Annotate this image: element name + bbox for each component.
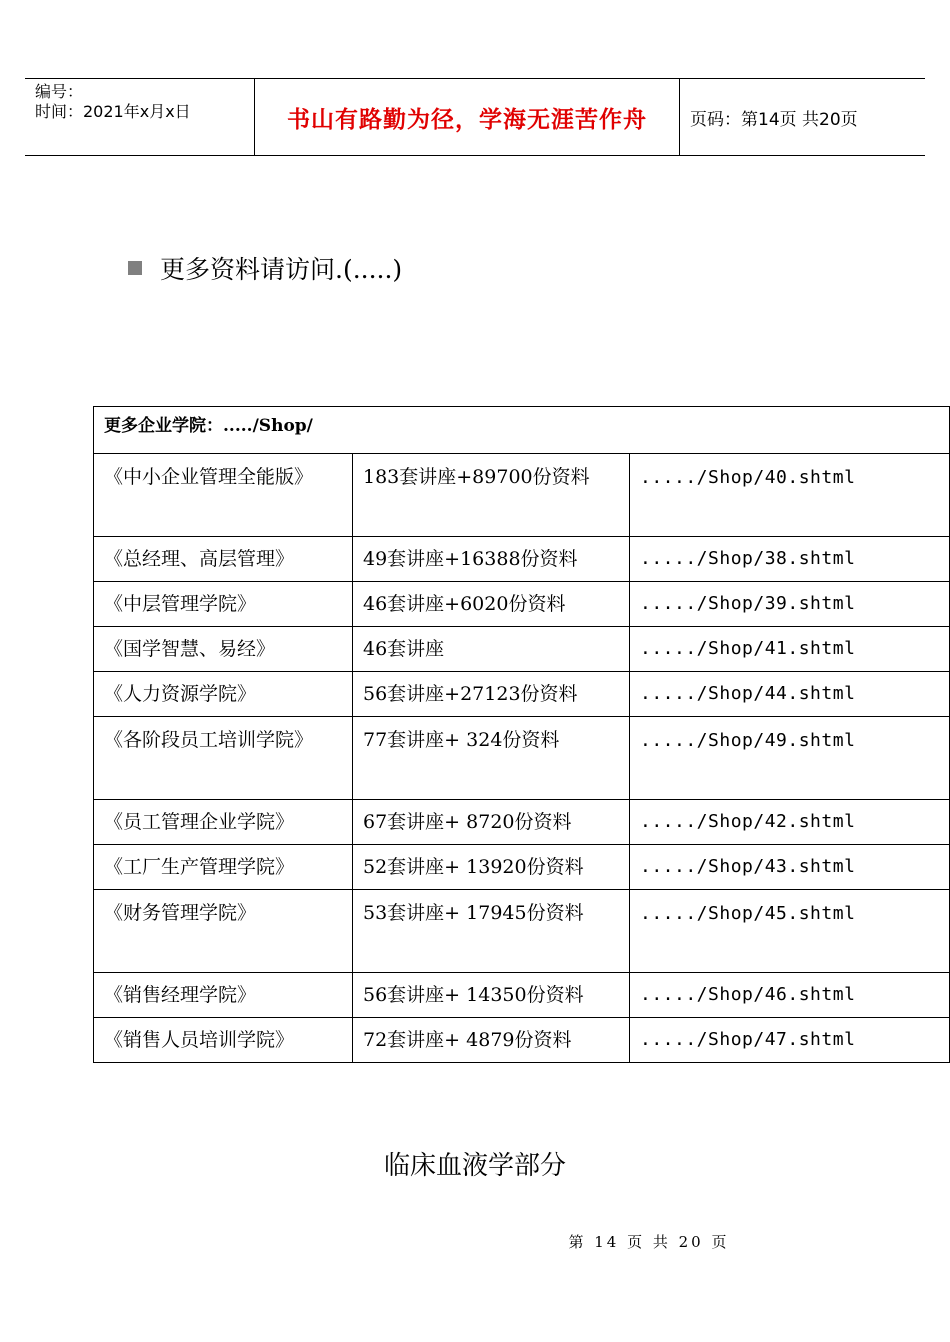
table-row xyxy=(94,717,950,800)
course-link[interactable]: ...../Shop/44.shtml xyxy=(630,672,950,717)
table-caption: 更多企业学院：...../Shop/ xyxy=(94,407,950,454)
square-bullet-icon xyxy=(128,261,142,275)
table-row xyxy=(94,454,950,537)
page-info: 页码：第14页 共20页 xyxy=(690,109,858,130)
course-name: 《员工管理企业学院》 xyxy=(94,800,353,845)
course-desc: 53套讲座+ 17945份资料 xyxy=(353,890,630,973)
course-name: 《销售经理学院》 xyxy=(94,973,353,1018)
course-desc: 77套讲座+ 324份资料 xyxy=(353,717,630,800)
table-row xyxy=(94,890,950,973)
table-row xyxy=(94,1018,950,1063)
course-desc: 46套讲座+6020份资料 xyxy=(353,582,630,627)
table-row xyxy=(94,627,950,672)
table-row xyxy=(94,973,950,1018)
number-label: 编号： xyxy=(35,82,84,101)
course-name: 《各阶段员工培训学院》 xyxy=(94,717,353,800)
header-page-info-cell xyxy=(680,79,925,155)
course-desc: 56套讲座+27123份资料 xyxy=(353,672,630,717)
section-title: 临床血液学部分 xyxy=(383,1151,566,1181)
motto: 书山有路勤为径，学海无涯苦作舟 xyxy=(287,106,647,133)
course-name: 《中小企业管理全能版》 xyxy=(94,454,353,537)
course-desc: 52套讲座+ 13920份资料 xyxy=(353,845,630,890)
course-link[interactable]: ...../Shop/46.shtml xyxy=(630,973,950,1018)
course-link[interactable]: ...../Shop/42.shtml xyxy=(630,800,950,845)
course-name: 《国学智慧、易经》 xyxy=(94,627,353,672)
course-desc: 46套讲座 xyxy=(353,627,630,672)
header-meta xyxy=(25,79,255,155)
table-row xyxy=(94,582,950,627)
course-name: 《人力资源学院》 xyxy=(94,672,353,717)
course-desc: 67套讲座+ 8720份资料 xyxy=(353,800,630,845)
course-desc: 183套讲座+89700份资料 xyxy=(353,454,630,537)
course-link[interactable]: ...../Shop/45.shtml xyxy=(630,890,950,973)
time-label: 时间：2021年x月x日 xyxy=(35,102,191,121)
table-row xyxy=(94,845,950,890)
course-link[interactable]: ...../Shop/39.shtml xyxy=(630,582,950,627)
course-link[interactable]: ...../Shop/47.shtml xyxy=(630,1018,950,1063)
course-name: 《财务管理学院》 xyxy=(94,890,353,973)
course-desc: 72套讲座+ 4879份资料 xyxy=(353,1018,630,1063)
notice-text: 更多资料请访问.(.....) xyxy=(160,255,403,284)
page-header xyxy=(25,78,925,156)
course-link[interactable]: ...../Shop/43.shtml xyxy=(630,845,950,890)
table-row xyxy=(94,537,950,582)
course-name: 《销售人员培训学院》 xyxy=(94,1018,353,1063)
course-link[interactable]: ...../Shop/40.shtml xyxy=(630,454,950,537)
table-row xyxy=(94,800,950,845)
course-link[interactable]: ...../Shop/38.shtml xyxy=(630,537,950,582)
course-desc: 49套讲座+16388份资料 xyxy=(353,537,630,582)
table-row xyxy=(94,672,950,717)
course-link[interactable]: ...../Shop/49.shtml xyxy=(630,717,950,800)
course-name: 《中层管理学院》 xyxy=(94,582,353,627)
page-footer: 第 14 页 共 20 页 xyxy=(568,1233,730,1251)
course-desc: 56套讲座+ 14350份资料 xyxy=(353,973,630,1018)
header-motto-cell xyxy=(255,79,680,155)
course-link[interactable]: ...../Shop/41.shtml xyxy=(630,627,950,672)
notice-line xyxy=(128,250,402,286)
course-name: 《总经理、高层管理》 xyxy=(94,537,353,582)
course-name: 《工厂生产管理学院》 xyxy=(94,845,353,890)
courses-table xyxy=(93,406,950,1063)
